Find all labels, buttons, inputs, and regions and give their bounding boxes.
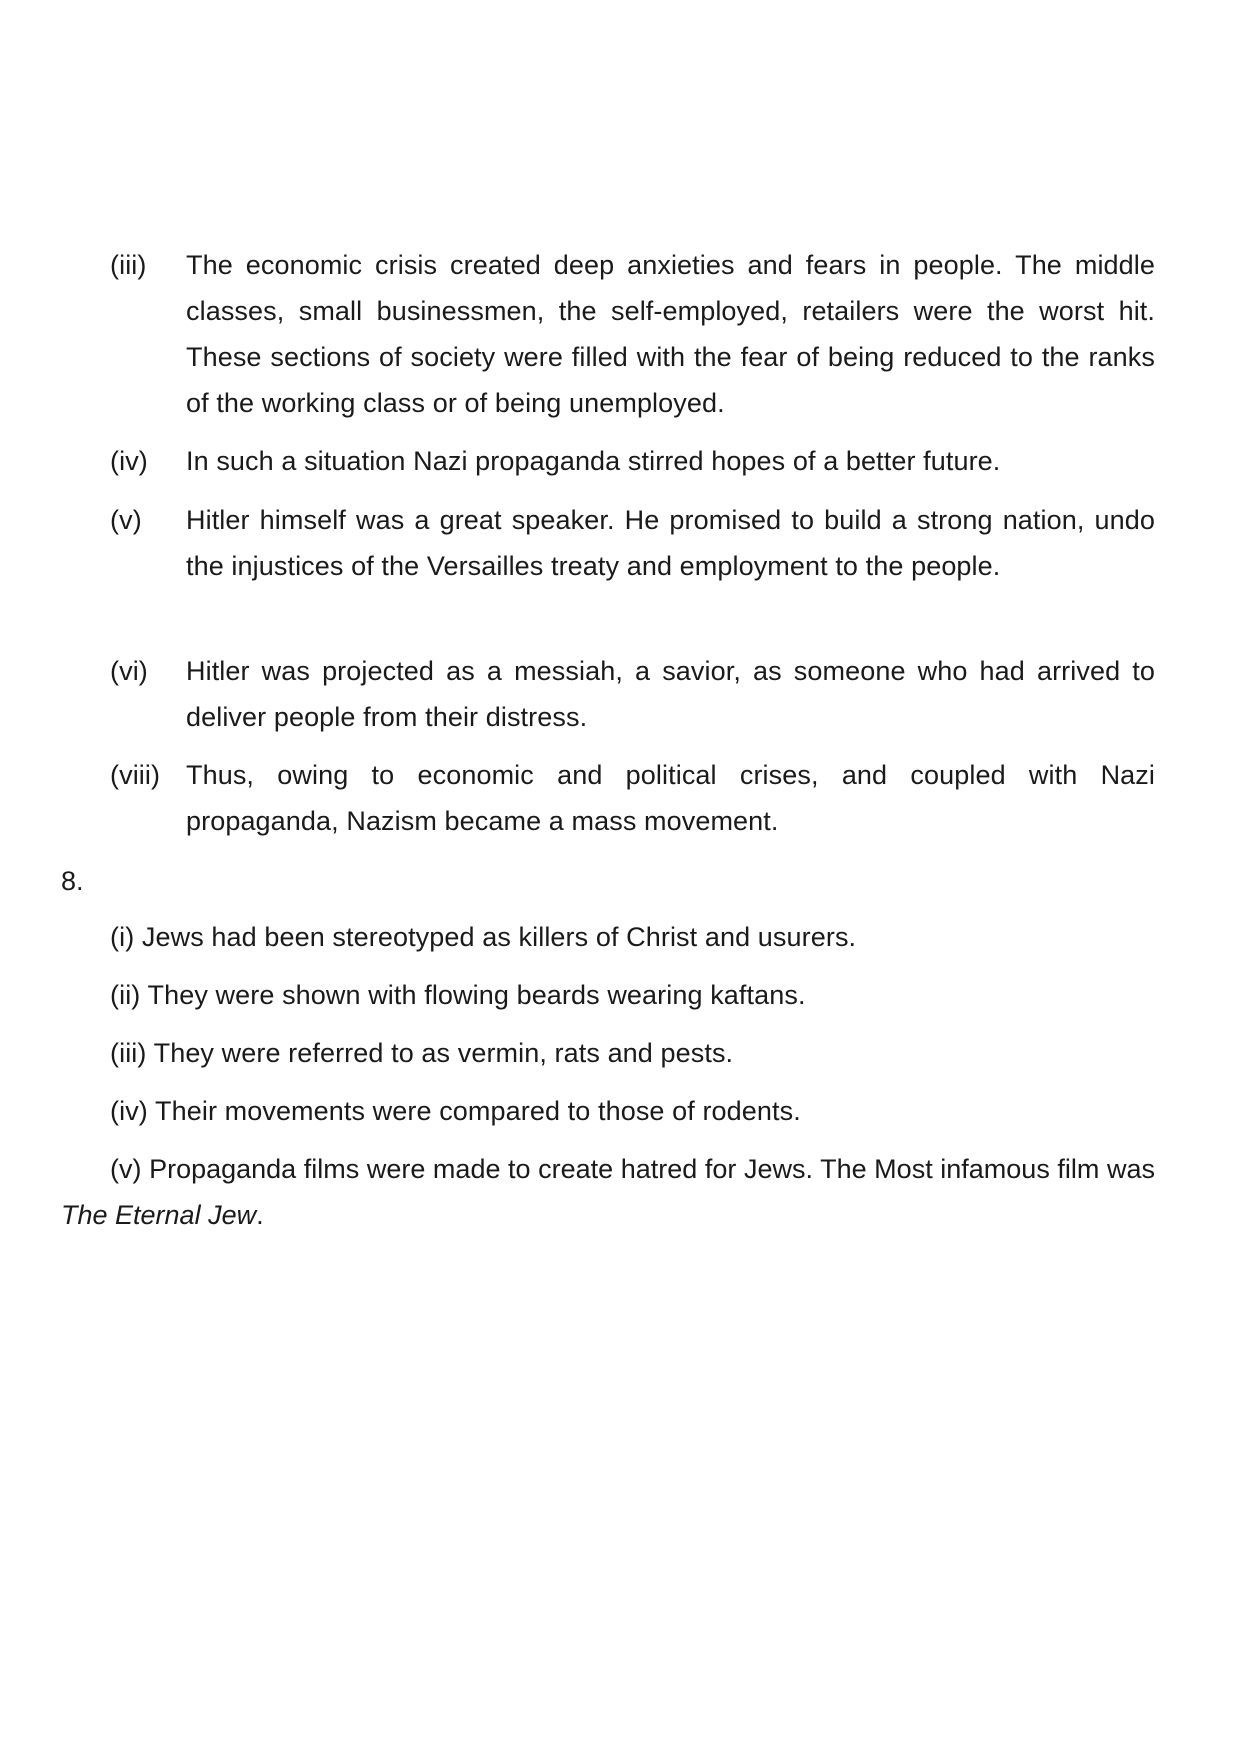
- answer-item-iv: [110, 438, 1155, 484]
- item-number: (i): [110, 922, 135, 952]
- item-text: Propaganda films were made to create hatred for Jews. The Most infamous film was: [149, 1154, 1155, 1184]
- item-number: (ii): [110, 980, 141, 1010]
- item-number: (viii): [110, 760, 161, 790]
- answer-item-ii: [110, 972, 1155, 1018]
- item-text: Thus, owing to economic and political crises, and coupled with Nazi propaganda, Nazism became a mass movement.: [186, 760, 1155, 836]
- item-number: (iv): [110, 446, 148, 476]
- item-number: (v): [110, 505, 142, 535]
- item-text: Their movements were compared to those of rodents.: [155, 1096, 801, 1126]
- item-text: In such a situation Nazi propaganda stirred hopes of a better future.: [186, 446, 1001, 476]
- item-text: Hitler was projected as a messiah, a savior, as someone who had arrived to deliver people from their distress.: [186, 656, 1155, 732]
- answer-item-v: [110, 497, 1155, 589]
- item-number: (vi): [110, 656, 148, 686]
- item-number: (iii): [110, 1038, 147, 1068]
- film-title: The Eternal Jew: [61, 1200, 257, 1230]
- item-text: They were referred to as vermin, rats and pests.: [153, 1038, 734, 1068]
- item-text: Hitler himself was a great speaker. He promised to build a strong nation, undo the injustices of the Versailles treaty and employment to the people.: [186, 505, 1155, 581]
- answer-item-vi: [110, 648, 1155, 740]
- answer-item-iii-b: [110, 1030, 1155, 1076]
- answer-item-iv-b: [110, 1088, 1155, 1134]
- answer-item-viii: [110, 752, 1155, 844]
- question-number: 8.: [61, 866, 84, 896]
- answer-item-v-b: [61, 1146, 1155, 1238]
- item-text: Jews had been stereotyped as killers of Christ and usurers.: [141, 922, 857, 952]
- item-text: The economic crisis created deep anxieties and fears in people. The middle classes, small businessmen, the self-employed, retailers were the worst hit. These sections of society were filled with the fear of being reduced to the ranks of the working class or of being unemployed.: [186, 250, 1155, 418]
- item-number: (v): [110, 1154, 142, 1184]
- answer-item-iii: [110, 242, 1155, 426]
- item-number: (iv): [110, 1096, 148, 1126]
- item-text-end: .: [256, 1200, 264, 1230]
- answer-item-i: [110, 914, 1155, 960]
- item-number: (iii): [110, 250, 147, 280]
- item-text: They were shown with flowing beards wearing kaftans.: [147, 980, 806, 1010]
